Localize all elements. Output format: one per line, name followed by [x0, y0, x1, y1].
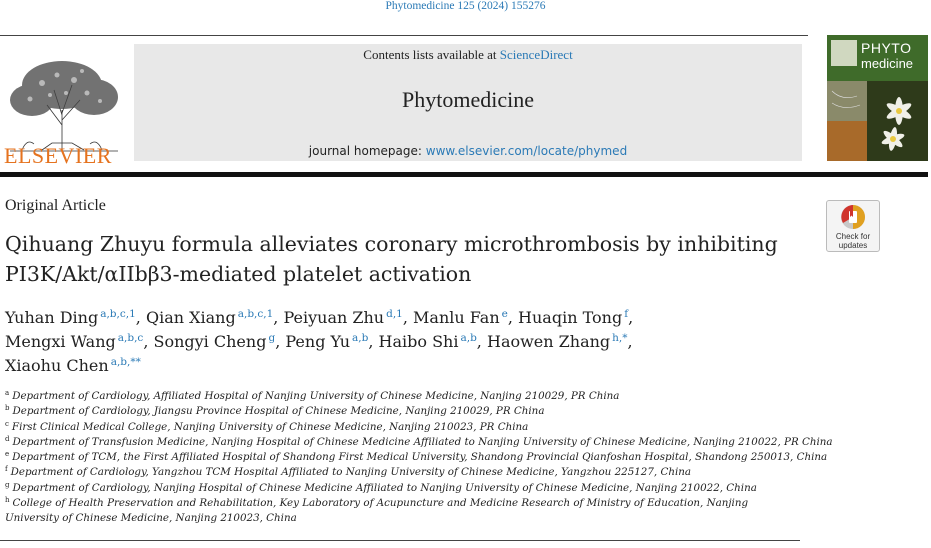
author-list	[5, 306, 805, 378]
author[interactable]: Haibo Shi $^{a,b}$,	[378, 332, 482, 351]
journal-citation: Phytomedicine 125 (2024) 155276	[385, 0, 546, 12]
author[interactable]: Songyi Cheng $^g$,	[153, 332, 281, 351]
affiliation-item: $^g$ Department of Cardiology, Nanjing Hospital of Chinese Medicine Affiliated to Nanjing University of Chinese Medicine, Nanjing 210022, China	[5, 480, 757, 494]
article-title: Qihuang Zhuyu formula alleviates coronary microthrombosis by inhibiting PI3K/Akt/αIIbβ3-mediated platelet activation	[5, 232, 778, 286]
affiliation-item: $^f$ Department of Cardiology, Yangzhou TCM Hospital Affiliated to Nanjing University of Chinese Medicine, Yangzhou 225127, China	[5, 465, 692, 479]
author[interactable]: Haowen Zhang $^{h,*}$,	[486, 332, 633, 351]
check-for-updates-icon	[827, 201, 879, 233]
cover-title-line2: medicine	[861, 56, 914, 71]
homepage-line: journal homepage: www.elsevier.com/locate/phymed	[308, 144, 628, 158]
journal-name: Phytomedicine	[402, 87, 534, 112]
contents-line: Contents lists available at ScienceDirect	[363, 47, 573, 62]
affiliation-item: $^a$ Department of Cardiology, Affiliated Hospital of Nanjing University of Chinese Medicine, Nanjing 210029, PR China	[5, 389, 620, 402]
journal-banner	[134, 44, 802, 161]
header-thick-rule	[0, 172, 928, 177]
affiliation-list	[5, 389, 833, 527]
check-for-updates-label: Check for updates	[835, 232, 871, 250]
author[interactable]: Manlu Fan $^e$,	[413, 308, 513, 327]
article-type: Original Article	[5, 197, 106, 214]
author[interactable]: Peng Yu $^{a,b}$,	[285, 332, 374, 351]
affiliation-item: $^h$ College of Health Preservation and Rehabilitation, Key Laboratory of Acupuncture and Medicine Research of Ministry of Education, Nanjing University of Chinese Medicine, Nanjing 210023, China	[5, 496, 749, 525]
author[interactable]: Xiaohu Chen $^{a,b,**}$	[5, 356, 141, 375]
check-for-updates-button[interactable]	[826, 200, 880, 252]
publisher-logo-text: ELSEVIER	[4, 143, 112, 168]
cover-title-line1: PHYTO	[861, 40, 912, 56]
affiliation-item: $^e$ Department of TCM, the First Affiliated Hospital of Shandong First Medical University, Shandong Provincial Qianfoshan Hospital, Shandong 250013, China	[5, 450, 828, 464]
author[interactable]: Qian Xiang $^{a,b,c,1}$,	[145, 308, 279, 327]
journal-homepage-link[interactable]: www.elsevier.com/locate/phymed	[425, 144, 628, 158]
affiliation-item: $^c$ First Clinical Medical College, Nanjing University of Chinese Medicine, Nanjing 210023, PR China	[5, 419, 529, 433]
header-top-rule	[0, 35, 808, 36]
footer-rule	[0, 540, 800, 541]
affiliation-item: $^d$ Department of Transfusion Medicine, Nanjing Hospital of Chinese Medicine Affiliated to Nanjing University of Chinese Medicine, Nanjing 210022, PR China	[5, 434, 833, 448]
author[interactable]: Peiyuan Zhu $^{d,1}$,	[283, 308, 408, 327]
affiliation-item: $^b$ Department of Cardiology, Jiangsu Province Hospital of Chinese Medicine, Nanjing 210029, PR China	[5, 404, 545, 418]
author[interactable]: Mengxi Wang $^{a,b,c}$,	[5, 332, 149, 351]
cover-logo-icon	[831, 40, 857, 66]
author[interactable]: Yuhan Ding $^{a,b,c,1}$,	[5, 308, 141, 327]
author[interactable]: Huaqin Tong $^f$,	[518, 308, 634, 327]
sciencedirect-link[interactable]: ScienceDirect	[499, 47, 573, 62]
journal-cover-image-icon	[827, 81, 928, 161]
journal-cover[interactable]	[827, 35, 928, 161]
